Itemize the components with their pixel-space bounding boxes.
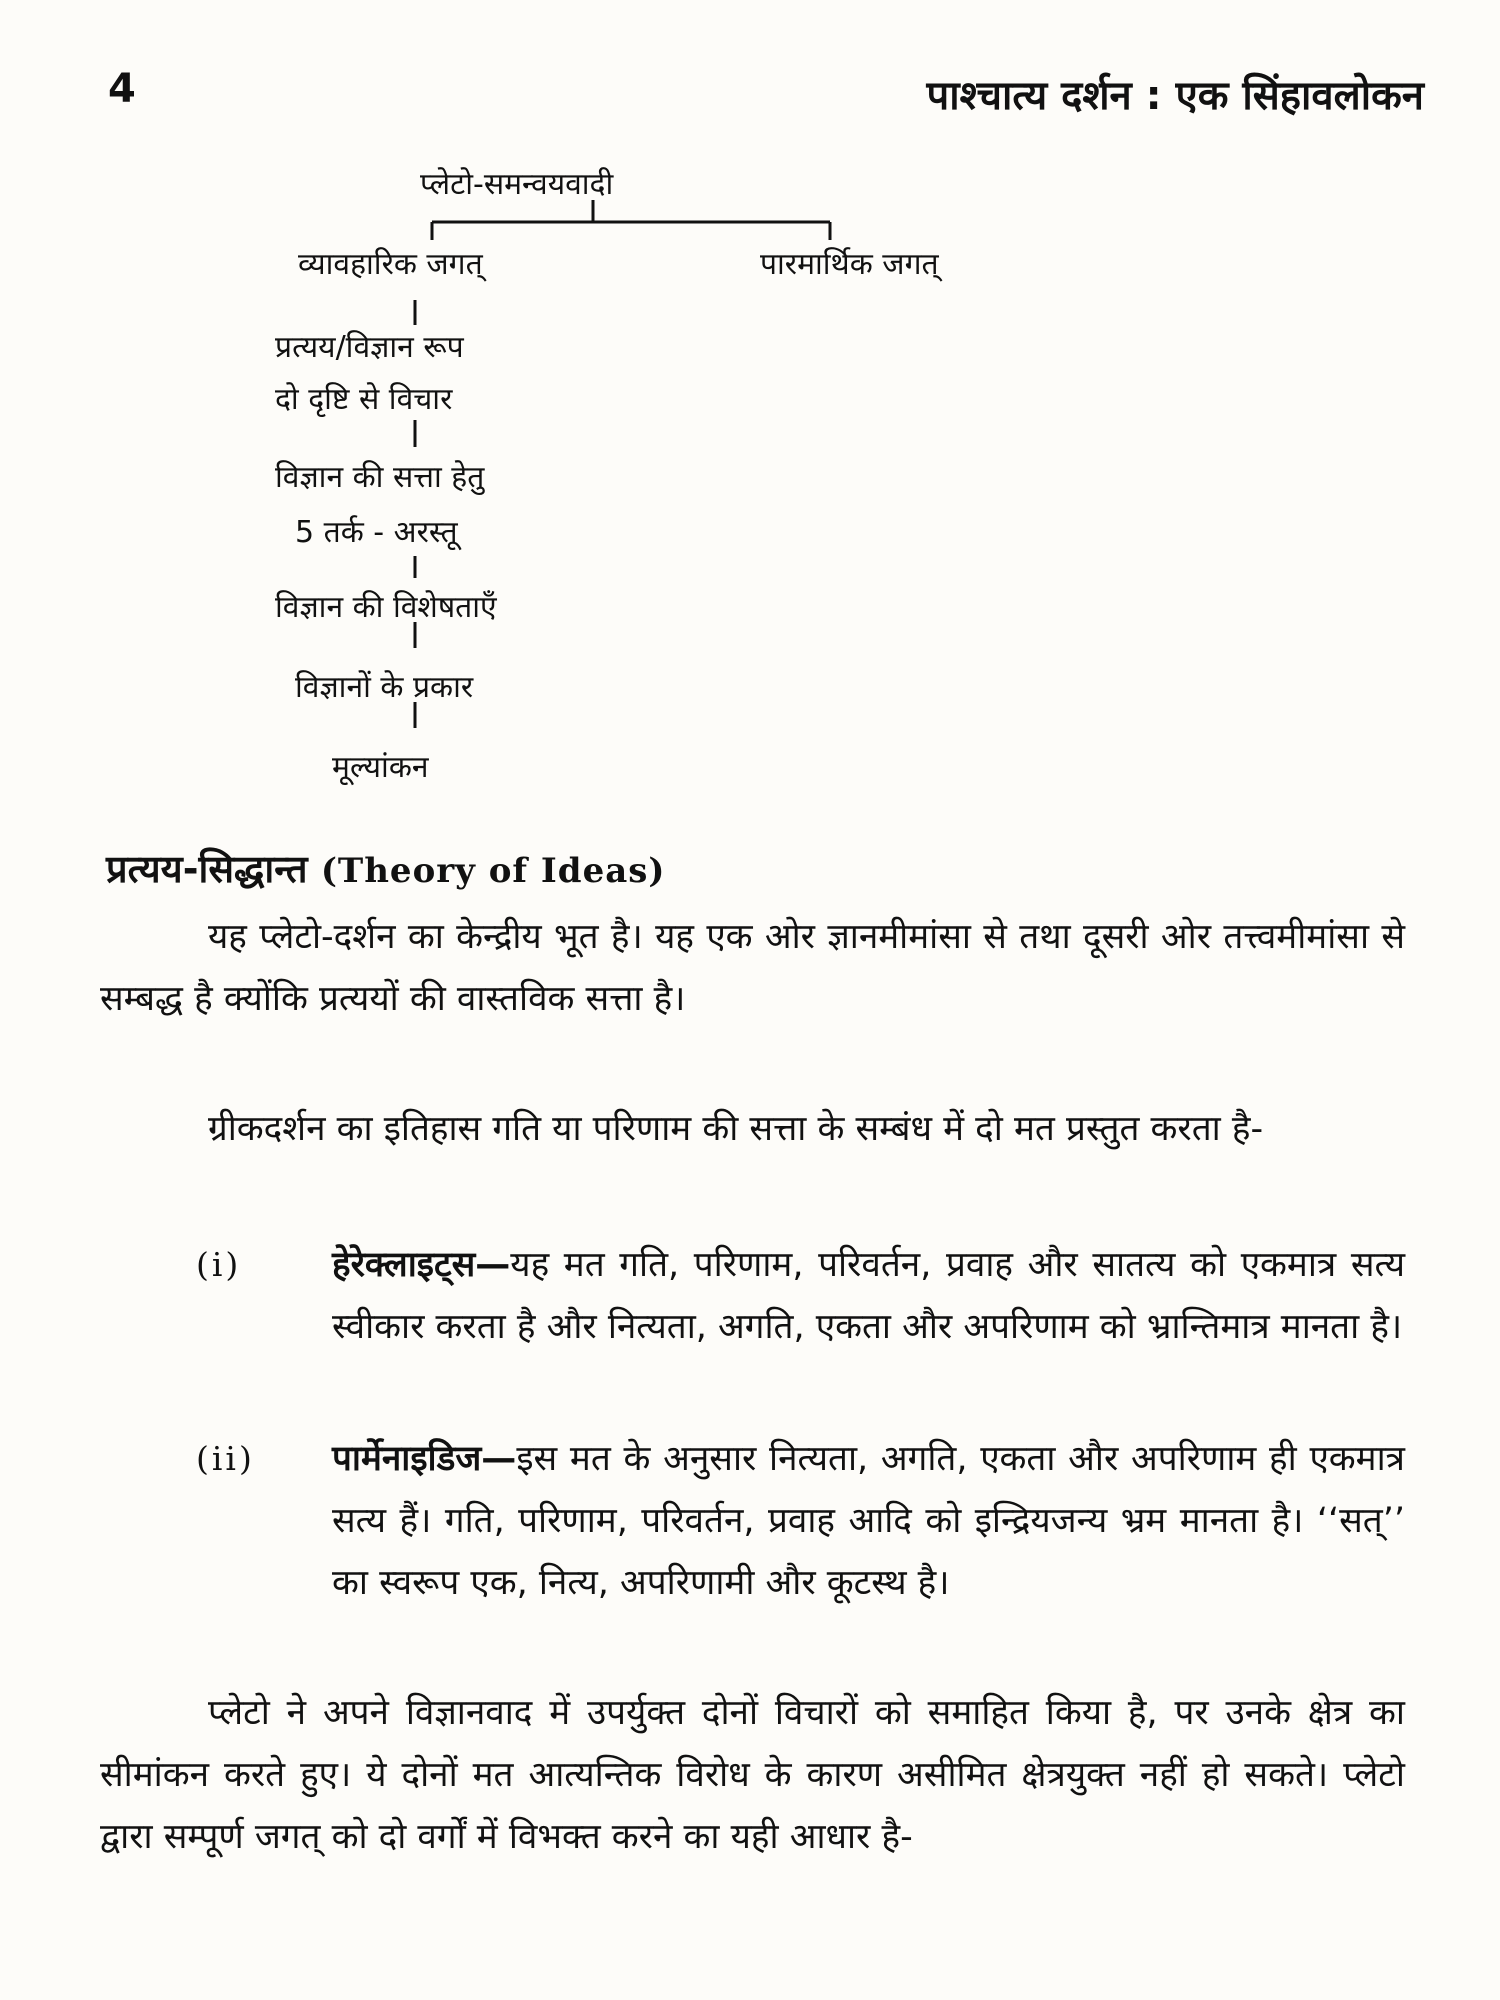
list-item-number: (ii) — [196, 1439, 255, 1478]
list-item-body — [332, 1428, 1405, 1614]
page-number: 4 — [108, 66, 136, 112]
paragraph: ग्रीकदर्शन का इतिहास गति या परिणाम की सत्ता के सम्बंध में दो मत प्रस्तुत करता है- — [208, 1109, 1264, 1149]
diagram-left-branch: व्यावहारिक जगत् — [298, 247, 483, 282]
diagram-step: विज्ञानों के प्रकार — [295, 670, 474, 705]
list-item-term: पार्मेनाइडिज— — [332, 1439, 517, 1479]
section-heading — [106, 842, 665, 894]
section-heading-hindi: प्रत्यय-सिद्धान्त — [106, 847, 308, 891]
list-item — [100, 1428, 1405, 1614]
closing-paragraph: प्लेटो ने अपने विज्ञानवाद में उपर्युक्त दोनों विचारों को समाहित किया है, पर उनके क्षेत्र का सीमांकन करते हुए। ये दोनों मत आत्यन्तिक विरोध के कारण असीमित क्षेत्रयुक्त नहीं हो सकते। प्लेटो द्वारा सम्पूर्ण जगत् को दो वर्गों में विभक्त करने का यही आधार है- — [100, 1693, 1405, 1857]
diagram-step: विज्ञान की विशेषताएँ — [275, 590, 497, 625]
paragraph: यह प्लेटो-दर्शन का केन्द्रीय भूत है। यह एक ओर ज्ञानमीमांसा से तथा दूसरी ओर तत्त्वमीमांसा से सम्बद्ध है क्योंकि प्रत्ययों की वास्तविक सत्ता है। — [100, 917, 1405, 1019]
diagram-connectors — [0, 0, 1500, 800]
list-item-term: हेरेक्लाइट्स— — [332, 1245, 511, 1285]
hierarchy-diagram — [0, 0, 1500, 800]
running-header: पाश्चात्य दर्शन : एक सिंहावलोकन — [926, 73, 1424, 119]
list-item-number: (i) — [196, 1245, 242, 1284]
list-item-body — [332, 1234, 1405, 1358]
diagram-root: प्लेटो-समन्वयवादी — [420, 167, 614, 202]
diagram-step: मूल्यांकन — [332, 750, 429, 785]
diagram-step: दो दृष्टि से विचार — [275, 382, 453, 417]
list-item — [100, 1234, 1405, 1358]
list-item-text: यह मत गति, परिणाम, परिवर्तन, प्रवाह और सातत्य को एकमात्र सत्य स्वीकार करता है और नित्यता, अगति, एकता और अपरिणाम को भ्रान्तिमात्र मानता है। — [332, 1245, 1405, 1347]
diagram-step: 5 तर्क - अरस्तू — [295, 515, 458, 550]
section-heading-english: (Theory of Ideas) — [320, 851, 666, 891]
diagram-step: विज्ञान की सत्ता हेतु — [275, 460, 485, 495]
list-item-text: इस मत के अनुसार नित्यता, अगति, एकता और अपरिणाम ही एकमात्र सत्य हैं। गति, परिणाम, परिवर्तन, प्रवाह आदि को इन्द्रियजन्य भ्रम मानता है। ‘‘सत्’’ का स्वरूप एक, नित्य, अपरिणामी और कूटस्थ है। — [332, 1439, 1405, 1603]
diagram-right-branch: पारमार्थिक जगत् — [760, 247, 939, 282]
diagram-step: प्रत्यय/विज्ञान रूप — [275, 330, 464, 365]
